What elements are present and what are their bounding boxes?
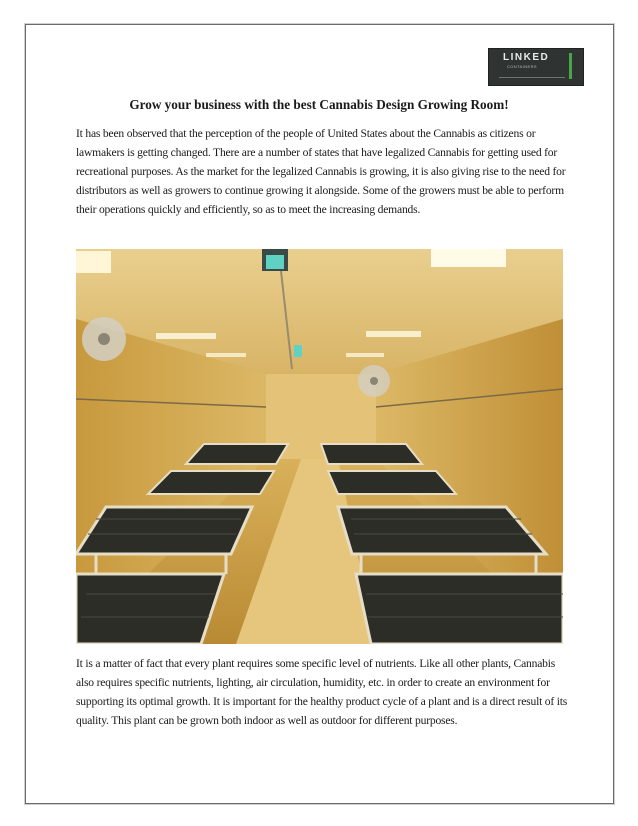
grow-room-photo bbox=[76, 249, 563, 644]
page-title: Grow your business with the best Cannabis Design Growing Room! bbox=[129, 97, 509, 112]
logo-underline bbox=[499, 77, 565, 78]
intro-paragraph: It has been observed that the perception of the people of United States about the Cannabis as citizens or lawmakers is getting changed. There are a number of states that have legalized Cannabis for getting used for recreational purposes. As the market for the legalized Cannabis is growing, it is also giving rise to the need for distributors as well as growers to continue growing it alongside. Some of the growers must be able to perform their operations quickly and efficiently, so as to meet the increasing demands. bbox=[76, 127, 566, 216]
nutrients-paragraph: It is a matter of fact that every plant requires some specific level of nutrients. Like all other plants, Cannabis also requires specific nutrients, lighting, air circulation, humidity, etc. in order to create an environment for supporting its optimal growth. It is important for the healthy product cycle of a plant and is a direct result of its quality. This plant can be grown both indoor as well as outdoor for different purposes. bbox=[76, 657, 568, 727]
logo-accent bbox=[569, 53, 572, 79]
logo-wordmark: LINKED bbox=[503, 52, 550, 63]
logo-tagline: CONTAINERS bbox=[507, 64, 537, 69]
linked-logo bbox=[488, 48, 584, 86]
